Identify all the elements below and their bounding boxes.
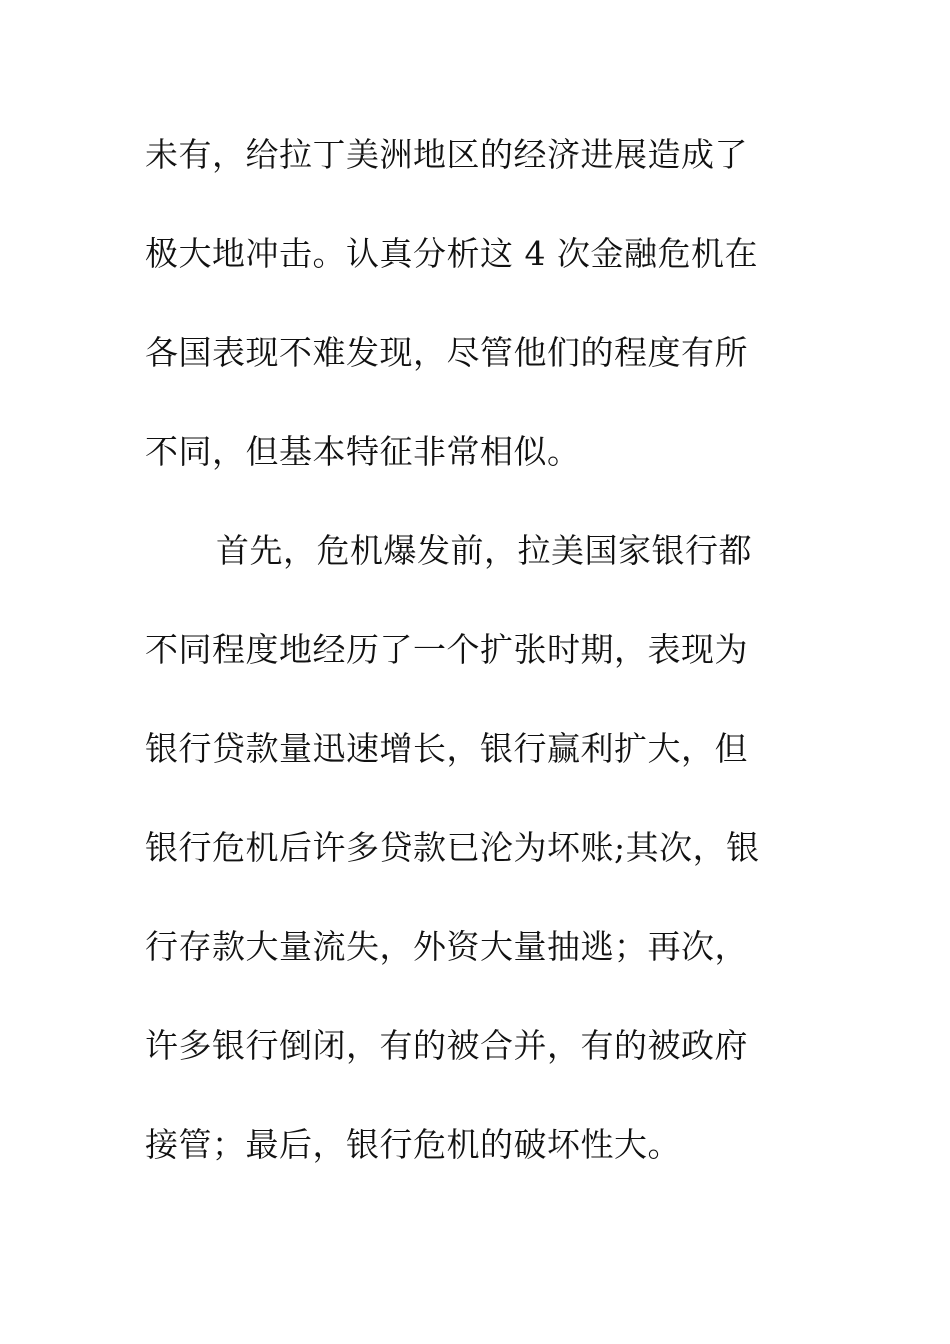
text-line-6: 不同程度地经历了一个扩张时期，表现为 (145, 630, 748, 669)
text-line-3: 各国表现不难发现，尽管他们的程度有所 (145, 333, 748, 372)
text-line-2: 极大地冲击。认真分析这 4 次金融危机在 (145, 234, 758, 273)
text-line-5: 首先，危机爆发前，拉美国家银行都 (216, 531, 752, 570)
text-line-4: 不同，但基本特征非常相似。 (145, 432, 581, 471)
text-line-7: 银行贷款量迅速增长，银行赢利扩大，但 (145, 729, 748, 768)
text-line-9: 行存款大量流失，外资大量抽逃；再次， (145, 927, 748, 966)
text-line-11: 接管；最后，银行危机的破坏性大。 (145, 1125, 681, 1164)
text-line-8: 银行危机后许多贷款已沦为坏账;其次，银 (145, 828, 760, 867)
text-line-1: 未有，给拉丁美洲地区的经济进展造成了 (145, 135, 748, 174)
text-line-10: 许多银行倒闭，有的被合并，有的被政府 (145, 1026, 748, 1065)
